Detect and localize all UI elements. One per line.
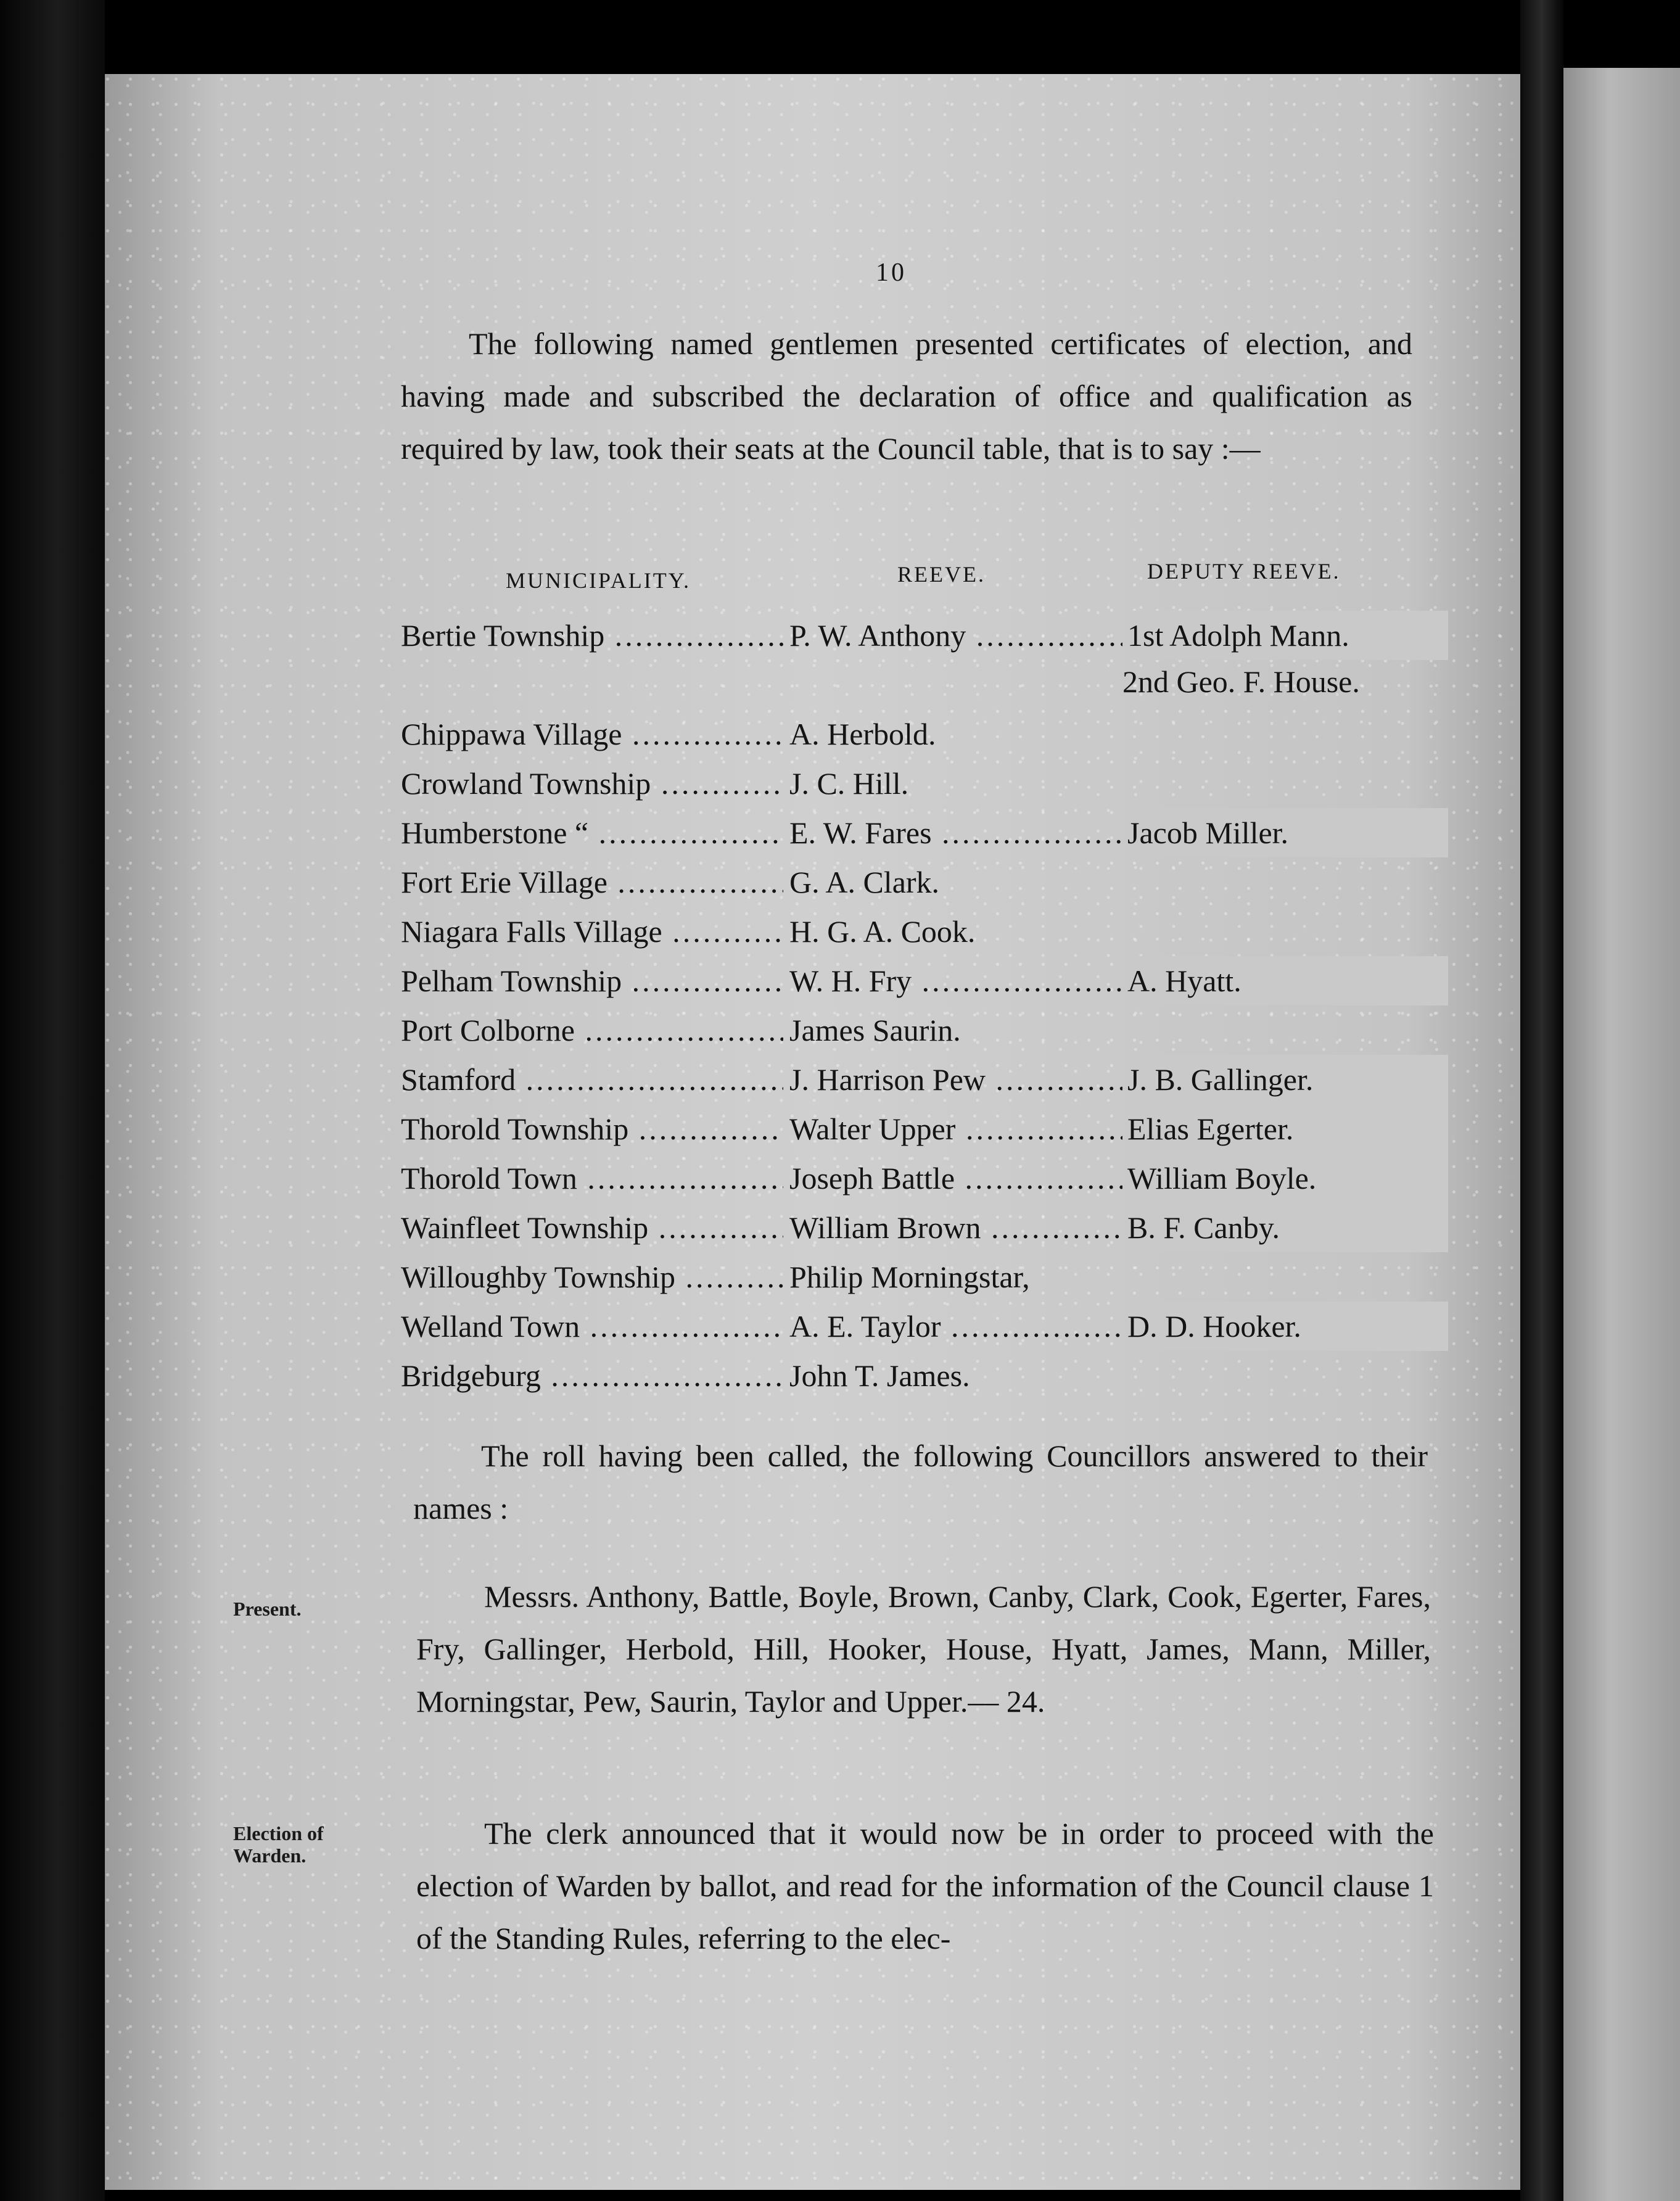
column-header-reeve: REEVE.	[897, 562, 986, 587]
municipality-name: Chippawa Village .....	[401, 709, 783, 759]
municipality-name: Wainfleet Township .....	[401, 1203, 783, 1252]
municipality-name: Bridgeburg .....	[401, 1351, 783, 1400]
roster-row	[401, 709, 1437, 759]
reeve-name: A. E. Taylor .....	[789, 1302, 1209, 1351]
deputy-reeve-name: Jacob Miller.	[1122, 808, 1448, 857]
roll-call-paragraph: The roll having been called, the following Councillors answered to their names :	[413, 1439, 1428, 1526]
book-gutter	[1520, 0, 1563, 2201]
municipality-name: Thorold Town .....	[401, 1154, 783, 1203]
present-councillors-paragraph: Messrs. Anthony, Battle, Boyle, Brown, Canby, Clark, Cook, Egerter, Fares, Fry, Gallinger, Herbold, Hill, Hooker, House, Hyatt, James, Mann, Miller, Morningstar, Pew, Saurin, Taylor and Upper.— 24.	[416, 1579, 1431, 1719]
roster-row	[401, 1104, 1437, 1154]
roster-row	[401, 1252, 1437, 1302]
municipality-name: Bertie Township .....	[401, 611, 783, 660]
roster-row	[401, 1302, 1437, 1351]
column-header-deputy-reeve: DEPUTY REEVE.	[1147, 559, 1341, 584]
column-header-municipality: MUNICIPALITY.	[506, 568, 691, 593]
intro-paragraph: The following named gentlemen presented certificates of election, and having made and subscribed the declaration of office and qualification as required by law, took their seats at the Council table, that is to say :—	[401, 326, 1412, 466]
roster-row	[401, 1351, 1437, 1400]
municipality-name: Niagara Falls Village .....	[401, 907, 783, 956]
municipality-name: Pelham Township .....	[401, 956, 783, 1006]
deputy-reeve-name: 1st Adolph Mann.	[1122, 611, 1448, 660]
municipality-name: Humberstone “ .....	[401, 808, 783, 857]
roster-row	[401, 1203, 1437, 1252]
municipality-name: Port Colborne .....	[401, 1006, 783, 1055]
reeve-name: G. A. Clark.	[789, 865, 940, 899]
reeve-name: James Saurin.	[789, 1013, 961, 1047]
municipality-name: Crowland Township .....	[401, 759, 783, 808]
scan-border-left	[0, 0, 105, 2201]
roster-row	[401, 1006, 1437, 1055]
deputy-reeve-name: William Boyle.	[1122, 1154, 1448, 1203]
reeve-name: Philip Morningstar,	[789, 1260, 1030, 1294]
election-paragraph: The clerk announced that it would now be in order to proceed with the election of Warden by ballot, and read for the information of the Council clause 1 of the Standing Rules, referring to the elec-	[416, 1816, 1434, 1955]
deputy-reeve-name: Elias Egerter.	[1122, 1104, 1448, 1154]
roster-row	[401, 907, 1437, 956]
roster-row	[401, 1055, 1437, 1104]
reeve-name: W. H. Fry .....	[789, 956, 1209, 1006]
municipality-name: Willoughby Township .....	[401, 1252, 783, 1302]
reeve-name: William Brown .....	[789, 1203, 1209, 1252]
roster-row	[401, 611, 1437, 660]
municipality-name: Welland Town .....	[401, 1302, 783, 1351]
roster-row	[401, 857, 1437, 907]
reeve-name: H. G. A. Cook.	[789, 914, 976, 949]
deputy-reeve-name: J. B. Gallinger.	[1122, 1055, 1448, 1104]
deputy-reeve-name: A. Hyatt.	[1122, 956, 1448, 1006]
deputy-reeve-name: D. D. Hooker.	[1122, 1302, 1448, 1351]
reeve-name: A. Herbold.	[789, 717, 936, 751]
reeve-name: E. W. Fares .....	[789, 808, 1209, 857]
reeve-name: J. C. Hill.	[789, 766, 909, 801]
roster-row	[401, 1154, 1437, 1203]
reeve-name: John T. James.	[789, 1358, 970, 1393]
reeve-name: Walter Upper .....	[789, 1104, 1209, 1154]
reeve-name: J. Harrison Pew .....	[789, 1055, 1209, 1104]
roster-row	[401, 808, 1437, 857]
reeve-name: Joseph Battle .....	[789, 1154, 1209, 1203]
margin-note-present: Present.	[233, 1598, 302, 1620]
deputy-reeve-second: 2nd Geo. F. House.	[1122, 664, 1360, 699]
margin-note-election-of-warden: Election of Warden.	[233, 1822, 324, 1867]
municipality-name: Fort Erie Village .....	[401, 857, 783, 907]
facing-page-edge	[1563, 68, 1680, 2201]
municipality-name: Stamford .....	[401, 1055, 783, 1104]
roster-row	[401, 956, 1437, 1006]
roster-row	[401, 759, 1437, 808]
reeve-name: P. W. Anthony .....	[789, 611, 1209, 660]
deputy-reeve-name: B. F. Canby.	[1122, 1203, 1448, 1252]
municipality-name: Thorold Township .....	[401, 1104, 783, 1154]
page-number: 10	[876, 258, 907, 287]
